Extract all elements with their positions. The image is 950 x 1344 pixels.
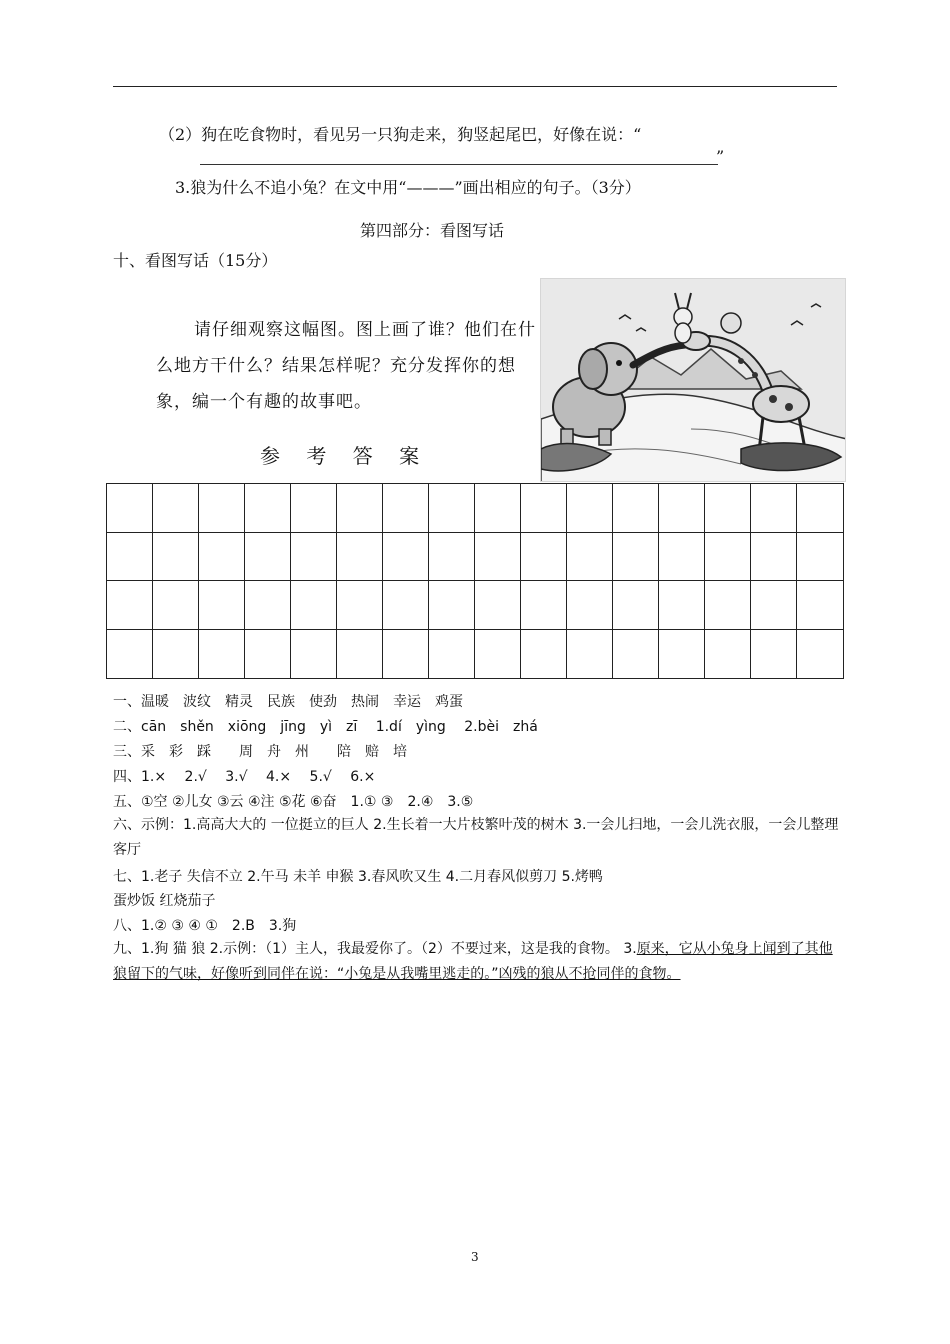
grid-cell[interactable]	[613, 630, 659, 679]
grid-cell[interactable]	[705, 484, 751, 533]
question-10-prompt: 请仔细观察这幅图。图上画了谁？他们在什么地方干什么？结果怎样呢？充分发挥你的想象，编一个有趣的故事吧。	[156, 320, 536, 412]
answer-2: 二、cān shěn xiōng jīng yì zī 1.dí yìng 2.bèi zhá	[113, 719, 538, 735]
grid-cell[interactable]	[797, 484, 843, 533]
grid-cell[interactable]	[291, 533, 337, 582]
grid-cell[interactable]	[245, 630, 291, 679]
grid-cell[interactable]	[475, 484, 521, 533]
answer-9-text: 九、1.狗 猫 狼 2.示例：（1）主人，我最爱你了。（2）不要过来，这是我的食物。 3.	[113, 941, 637, 957]
grid-cell[interactable]	[383, 484, 429, 533]
grid-cell[interactable]	[107, 484, 153, 533]
grid-cell[interactable]	[429, 533, 475, 582]
grid-cell[interactable]	[613, 484, 659, 533]
grid-cell[interactable]	[153, 533, 199, 582]
grid-cell[interactable]	[705, 630, 751, 679]
grid-cell[interactable]	[521, 630, 567, 679]
picture-elephant-giraffe	[540, 278, 846, 482]
grid-cell[interactable]	[659, 630, 705, 679]
grid-cell[interactable]	[245, 581, 291, 630]
answer-blank-line	[200, 164, 718, 165]
answer-3: 三、采 彩 踩 周 舟 州 陪 赔 培	[113, 744, 407, 760]
grid-cell[interactable]	[797, 630, 843, 679]
grid-cell[interactable]	[659, 581, 705, 630]
answer-9-underlined-sentence: 原来，它从小兔身上闻到了其他狼留下的气味，好像听到同伴在说：“小兔是从我嘴里逃走的。”凶残的狼从不抢同伴的食物。	[113, 941, 833, 982]
answer-4: 四、1.× 2.√ 3.√ 4.× 5.√ 6.×	[113, 769, 376, 785]
grid-cell[interactable]	[337, 533, 383, 582]
question-9-item-3: 3.狼为什么不追小兔？在文中用“———”画出相应的句子。（3分）	[175, 178, 641, 197]
grid-cell[interactable]	[153, 484, 199, 533]
grid-cell[interactable]	[337, 581, 383, 630]
closing-quote: ”	[716, 147, 725, 166]
grid-cell[interactable]	[245, 533, 291, 582]
grid-cell[interactable]	[705, 533, 751, 582]
grid-cell[interactable]	[751, 484, 797, 533]
grid-cell[interactable]	[199, 630, 245, 679]
grid-cell[interactable]	[383, 581, 429, 630]
grid-cell[interactable]	[337, 484, 383, 533]
grid-cell[interactable]	[475, 533, 521, 582]
grid-cell[interactable]	[613, 533, 659, 582]
grid-cell[interactable]	[613, 581, 659, 630]
grid-cell[interactable]	[383, 630, 429, 679]
grid-cell[interactable]	[291, 630, 337, 679]
cartoon-illustration	[541, 279, 846, 482]
part-4-title: 第四部分：看图写话	[360, 221, 505, 240]
grid-cell[interactable]	[751, 581, 797, 630]
sun-icon	[721, 313, 741, 333]
header-rule	[113, 86, 837, 87]
grid-cell[interactable]	[153, 581, 199, 630]
grid-cell[interactable]	[521, 484, 567, 533]
grid-cell[interactable]	[107, 533, 153, 582]
grid-cell[interactable]	[475, 581, 521, 630]
grid-cell[interactable]	[291, 484, 337, 533]
grid-cell[interactable]	[199, 581, 245, 630]
question-10-title: 十、看图写话（15分）	[113, 251, 278, 270]
writing-grid[interactable]	[106, 483, 844, 679]
answer-9	[113, 937, 839, 987]
answer-7-line-1: 七、1.老子 失信不立 2.午马 未羊 申猴 3.春风吹又生 4.二月春风似剪刀 5.烤鸭	[113, 869, 603, 885]
grid-cell[interactable]	[337, 630, 383, 679]
grid-cell[interactable]	[751, 533, 797, 582]
answer-5: 五、①空 ②儿女 ③云 ④注 ⑤花 ⑥奋 1.① ③ 2.④ 3.⑤	[113, 794, 474, 810]
answer-key-title: 参 考 答 案	[260, 444, 430, 468]
grid-cell[interactable]	[521, 533, 567, 582]
grid-cell[interactable]	[659, 484, 705, 533]
grid-cell[interactable]	[383, 533, 429, 582]
grid-cell[interactable]	[567, 581, 613, 630]
grid-cell[interactable]	[429, 581, 475, 630]
grid-cell[interactable]	[291, 581, 337, 630]
grid-cell[interactable]	[567, 484, 613, 533]
grid-cell[interactable]	[659, 533, 705, 582]
grid-cell[interactable]	[567, 533, 613, 582]
grid-cell[interactable]	[107, 630, 153, 679]
grid-cell[interactable]	[751, 630, 797, 679]
grid-cell[interactable]	[153, 630, 199, 679]
answer-8: 八、1.② ③ ④ ① 2.B 3.狗	[113, 918, 297, 934]
grid-cell[interactable]	[521, 581, 567, 630]
page-number: 3	[471, 1250, 479, 1264]
grid-cell[interactable]	[429, 630, 475, 679]
answer-7-line-2: 蛋炒饭 红烧茄子	[113, 893, 216, 909]
grid-cell[interactable]	[475, 630, 521, 679]
grid-cell[interactable]	[199, 484, 245, 533]
question-9-item-2: （2）狗在吃食物时，看见另一只狗走来，狗竖起尾巴，好像在说：“	[159, 125, 642, 144]
grid-cell[interactable]	[245, 484, 291, 533]
grid-cell[interactable]	[705, 581, 751, 630]
grid-cell[interactable]	[429, 484, 475, 533]
answer-6: 六、示例：1.高高大大的 一位挺立的巨人 2.生长着一大片枝繁叶茂的树木 3.一会儿扫地，一会儿洗衣服，一会儿整理客厅	[113, 817, 839, 858]
answer-1: 一、温暖 波纹 精灵 民族 使劲 热闹 幸运 鸡蛋	[113, 694, 463, 710]
grid-cell[interactable]	[797, 581, 843, 630]
grid-cell[interactable]	[107, 581, 153, 630]
grid-cell[interactable]	[567, 630, 613, 679]
grid-cell[interactable]	[797, 533, 843, 582]
grid-cell[interactable]	[199, 533, 245, 582]
